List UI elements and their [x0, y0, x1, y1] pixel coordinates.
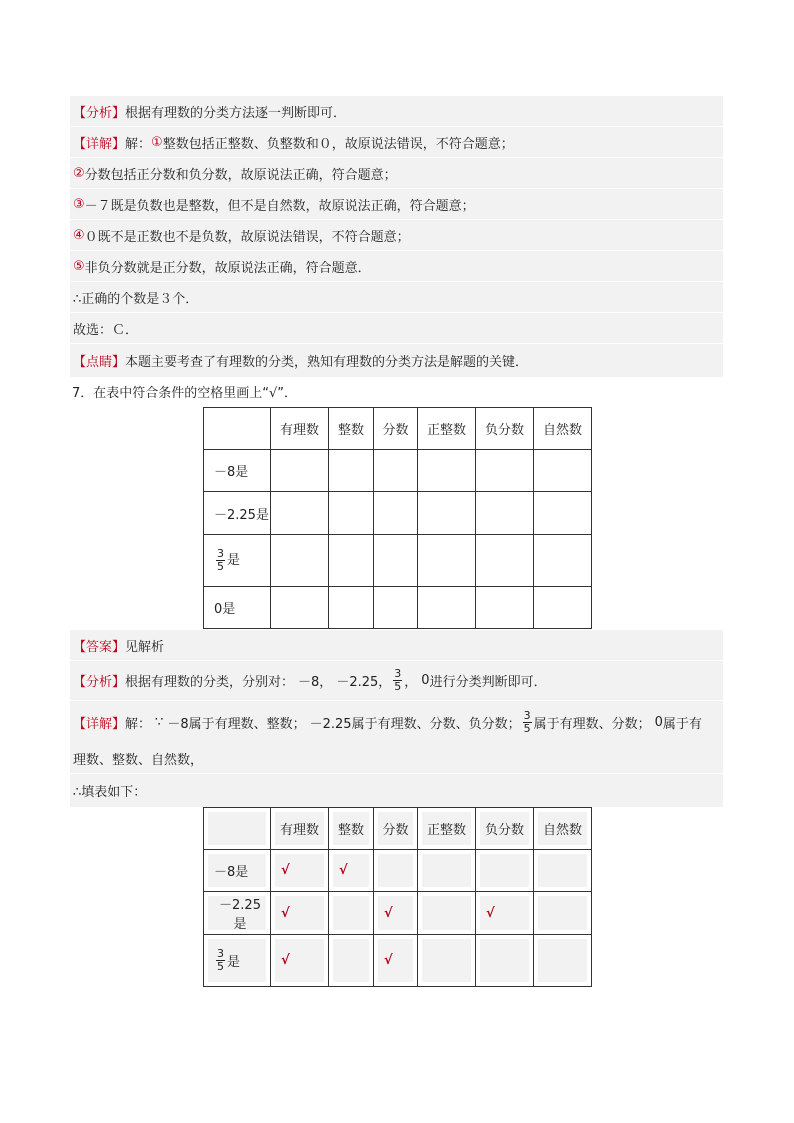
- answer-table-header: [418, 808, 476, 850]
- item-text-2: 分数包括正分数和负分数，故原说法正确，符合题意；: [84, 167, 397, 183]
- answer-cell: [534, 935, 592, 987]
- choice-text: 故选：Ｃ．: [73, 322, 139, 338]
- detail-2-line-2: [70, 743, 723, 774]
- detail-tag: 【详解】: [73, 136, 126, 152]
- analysis-2-line: [70, 661, 723, 701]
- answer-table-row: [204, 935, 592, 987]
- empty-cell: [476, 535, 534, 587]
- answer-text: 见解析: [125, 639, 165, 655]
- answer-cell: [271, 892, 329, 935]
- detail-2-lead: 解：: [125, 716, 152, 732]
- row-label-fraction: [208, 939, 266, 982]
- fraction: [216, 948, 225, 973]
- answer-cell: [476, 935, 534, 987]
- empty-cell: [534, 450, 592, 492]
- fraction-numerator: 3: [394, 667, 402, 680]
- comment-line: [70, 344, 723, 377]
- analysis-2-post: 进行分类判断即可．: [429, 675, 547, 690]
- row-label: －2.25是: [208, 896, 266, 930]
- answer-cell-fill: [378, 854, 413, 887]
- question-table-row: [204, 587, 592, 629]
- answer-cell: [374, 892, 418, 935]
- analysis-2-value-zero: 0: [421, 673, 430, 688]
- empty-cell: [374, 587, 418, 629]
- item-number-1: ①: [151, 134, 163, 150]
- check-mark: √: [281, 863, 290, 878]
- empty-cell: [271, 492, 329, 535]
- empty-cell: [374, 492, 418, 535]
- answer-cell-fill: [480, 896, 529, 930]
- check-mark: √: [281, 953, 290, 968]
- detail-2-text-3: 属于有理数、分数；: [533, 716, 651, 732]
- detail-2-value-1: －8: [167, 716, 189, 732]
- answer-table-row: [204, 850, 592, 892]
- question-table-row: [204, 492, 592, 535]
- analysis-2-value-2: －2.25，: [336, 675, 392, 690]
- answer-table-header: [534, 808, 592, 850]
- fraction-denominator: 5: [217, 960, 224, 973]
- answer-cell: [418, 935, 476, 987]
- fraction-denominator: 5: [217, 560, 224, 573]
- fraction-denominator: 5: [523, 721, 531, 735]
- row-label-suffix: 是: [227, 955, 241, 970]
- analysis-2-pre: 根据有理数的分类，分别对：: [125, 675, 295, 690]
- question-table-corner: [204, 408, 271, 450]
- detail-2-value-2: －2.25: [309, 716, 352, 732]
- answer-table-header: [374, 808, 418, 850]
- empty-cell: [329, 450, 374, 492]
- analysis-tag: 【分析】: [73, 105, 126, 121]
- answer-cell-fill: [275, 896, 324, 930]
- answer-tag: 【答案】: [73, 639, 126, 655]
- detail-2-tag: 【详解】: [73, 716, 126, 732]
- empty-cell: [329, 535, 374, 587]
- question-7-text: 7．在表中符合条件的空格里画上“√”．: [72, 385, 298, 401]
- row-label-fraction: [204, 535, 271, 587]
- empty-cell: [418, 450, 476, 492]
- empty-cell: [374, 535, 418, 587]
- header-label: 负分数: [480, 812, 529, 845]
- row-label: －8是: [208, 854, 266, 887]
- check-mark: √: [384, 905, 393, 921]
- header-label: 分数: [378, 812, 413, 845]
- item-text-1: 整数包括正整数、负整数和０，故原说法错误，不符合题意；: [162, 136, 514, 152]
- conclusion-text: ∴正确的个数是３个．: [73, 291, 199, 307]
- analysis-2-tag: 【分析】: [73, 675, 126, 690]
- empty-cell: [534, 492, 592, 535]
- item-text-4: ０既不是正数也不是负数，故原说法错误，不符合题意；: [84, 229, 410, 245]
- answer-cell-fill: [422, 939, 471, 982]
- fraction: [523, 710, 532, 735]
- empty-cell: [418, 535, 476, 587]
- answer-cell: [329, 935, 374, 987]
- answer-cell-fill: [538, 939, 587, 982]
- question-table-header: 自然数: [534, 408, 592, 450]
- question-table-header: 负分数: [476, 408, 534, 450]
- item-text-5: 非负分数就是正分数，故原说法正确，符合题意．: [84, 260, 371, 276]
- answer-table-header: [476, 808, 534, 850]
- question-table-row: [204, 535, 592, 587]
- empty-cell: [271, 587, 329, 629]
- answer-cell: [534, 850, 592, 892]
- detail-2-value-zero: 0: [654, 714, 663, 730]
- answer-cell: [418, 850, 476, 892]
- answer-table-row: [204, 892, 592, 935]
- item-number-3: ③: [73, 196, 85, 212]
- answer-cell: [374, 850, 418, 892]
- question-table-header: 整数: [329, 408, 374, 450]
- because-symbol: ∵: [155, 714, 164, 730]
- detail-2-continuation: 理数、整数、自然数，: [73, 752, 204, 768]
- answer-cell: [418, 892, 476, 935]
- detail-2-line-1: [70, 701, 723, 743]
- question-table-row: [204, 450, 592, 492]
- item-text-3: －７既是负数也是整数，但不是自然数，故原说法正确，符合题意；: [84, 198, 475, 214]
- row-label-cell: [204, 892, 271, 935]
- header-label: 有理数: [275, 812, 324, 845]
- item-number-5: ⑤: [73, 258, 85, 274]
- answer-cell: [534, 892, 592, 935]
- detail-line-4: [70, 220, 723, 251]
- analysis-2-comma: ，: [404, 675, 418, 690]
- check-mark: √: [339, 863, 348, 878]
- fraction-numerator: 3: [523, 708, 531, 722]
- empty-cell: [329, 492, 374, 535]
- empty-cell: [476, 450, 534, 492]
- row-label-cell: [204, 935, 271, 987]
- answer-table: [203, 807, 592, 987]
- empty-cell: [374, 450, 418, 492]
- fraction-denominator: 5: [394, 680, 402, 693]
- conclusion-line: [70, 282, 723, 313]
- answer-line: [70, 630, 723, 661]
- answer-table-header-row: [204, 808, 592, 850]
- comment-tag: 【点睛】: [73, 355, 126, 370]
- detail-2-line-3: [70, 774, 723, 807]
- answer-cell-fill: [333, 896, 369, 930]
- answer-cell-fill: [333, 939, 369, 982]
- empty-cell: [329, 587, 374, 629]
- check-mark: √: [384, 953, 393, 968]
- answer-cell-fill: [275, 939, 324, 982]
- question-table-header-row: [204, 408, 592, 450]
- answer-cell-fill: [538, 896, 587, 930]
- question-table-header: 有理数: [271, 408, 329, 450]
- answer-table-header: [329, 808, 374, 850]
- question-table-header: 正整数: [418, 408, 476, 450]
- item-number-4: ④: [73, 227, 85, 243]
- header-label: 自然数: [538, 812, 587, 845]
- empty-cell: [271, 450, 329, 492]
- detail-2-text-2: 属于有理数、分数、负分数；: [351, 716, 521, 732]
- item-number-2: ②: [73, 165, 85, 181]
- empty-cell: [534, 587, 592, 629]
- answer-cell-fill: [422, 896, 471, 930]
- fraction-numerator: 3: [217, 547, 224, 560]
- answer-cell: [271, 935, 329, 987]
- row-label-cell: [204, 850, 271, 892]
- answer-cell-fill: [538, 854, 587, 887]
- fraction: [393, 668, 402, 693]
- row-label: －8是: [204, 450, 271, 492]
- detail-line-3: [70, 189, 723, 220]
- header-label: 正整数: [422, 812, 471, 845]
- empty-cell: [534, 535, 592, 587]
- answer-table-header: [271, 808, 329, 850]
- empty-cell: [476, 492, 534, 535]
- answer-cell: [374, 935, 418, 987]
- answer-cell-fill: [480, 939, 529, 982]
- answer-table-corner: [204, 808, 271, 850]
- detail-line-1: [70, 127, 723, 158]
- choice-line: [70, 313, 723, 344]
- fraction: [216, 548, 225, 573]
- analysis-line: [70, 96, 723, 127]
- answer-cell-fill: [422, 854, 471, 887]
- fill-table-text: ∴填表如下：: [73, 785, 147, 800]
- cell-shade: [208, 812, 266, 845]
- comment-text: 本题主要考查了有理数的分类，熟知有理数的分类方法是解题的关键．: [125, 355, 529, 370]
- check-mark: √: [486, 905, 495, 921]
- header-label: 整数: [333, 812, 369, 845]
- analysis-text: 根据有理数的分类方法逐一判断即可．: [125, 105, 347, 121]
- row-label: －2.25是: [204, 492, 271, 535]
- analysis-2-value-1: －8，: [298, 675, 333, 690]
- answer-cell-fill: [480, 854, 529, 887]
- row-label-suffix: 是: [227, 553, 241, 568]
- empty-cell: [418, 492, 476, 535]
- empty-cell: [476, 587, 534, 629]
- answer-cell-fill: [378, 896, 413, 930]
- empty-cell: [418, 587, 476, 629]
- detail-2-text-4: 属于有: [662, 716, 702, 732]
- detail-lead: 解：: [125, 136, 152, 152]
- answer-cell: [476, 850, 534, 892]
- answer-cell-fill: [333, 854, 369, 887]
- detail-2-text-1: 属于有理数、整数；: [188, 716, 306, 732]
- empty-cell: [271, 535, 329, 587]
- row-label: 0是: [204, 587, 271, 629]
- answer-cell-fill: [275, 854, 324, 887]
- check-mark: √: [281, 905, 290, 921]
- answer-cell: [329, 850, 374, 892]
- question-table-header: 分数: [374, 408, 418, 450]
- answer-cell: [271, 850, 329, 892]
- detail-line-5: [70, 251, 723, 282]
- question-table: [203, 407, 592, 629]
- detail-line-2: [70, 158, 723, 189]
- answer-cell-fill: [378, 939, 413, 982]
- fraction-numerator: 3: [217, 947, 224, 960]
- answer-cell: [329, 892, 374, 935]
- answer-cell: [476, 892, 534, 935]
